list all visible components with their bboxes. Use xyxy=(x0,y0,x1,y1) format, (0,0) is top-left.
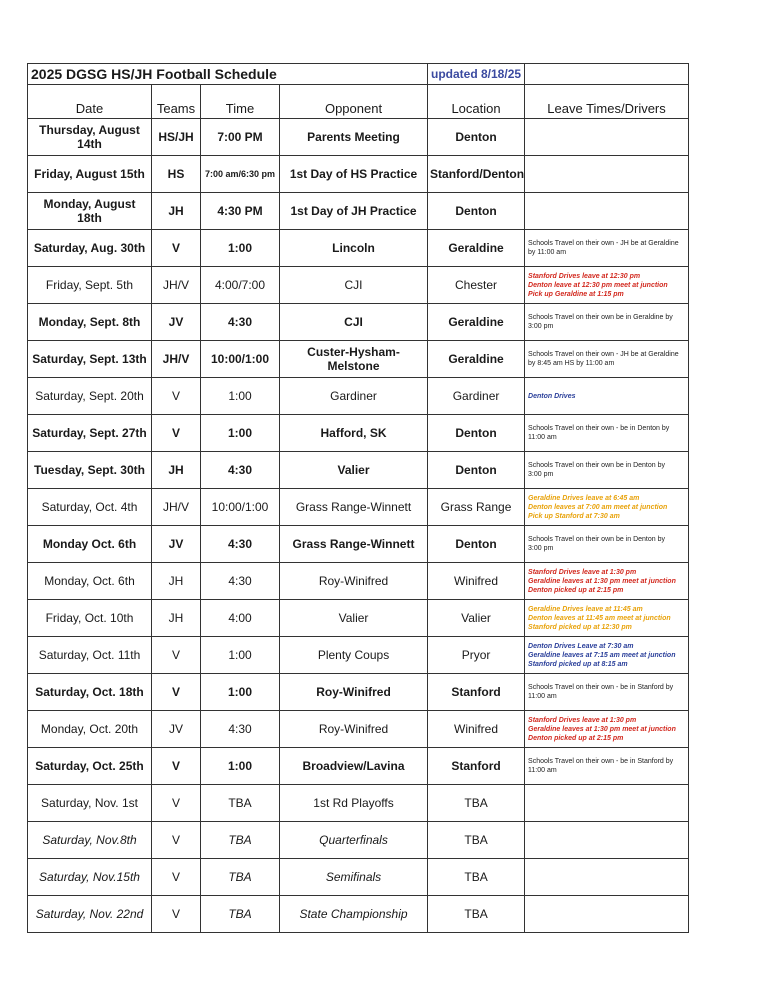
schedule-opponent-cell: Valier xyxy=(280,600,428,637)
schedule-location-cell: Denton xyxy=(428,526,525,563)
schedule-time-cell: 4:30 PM xyxy=(201,193,280,230)
schedule-location-cell: Denton xyxy=(428,119,525,156)
schedule-time-cell: 1:00 xyxy=(201,415,280,452)
schedule-time-cell: 7:00 PM xyxy=(201,119,280,156)
schedule-opponent-cell: Quarterfinals xyxy=(280,822,428,859)
schedule-location-cell: Grass Range xyxy=(428,489,525,526)
schedule-row xyxy=(28,563,689,600)
leave-time-note: Geraldine leaves at 1:30 pm meet at junction xyxy=(528,725,676,733)
leave-time-note: Denton leave at 12:30 pm meet at junction xyxy=(528,281,668,289)
schedule-opponent-cell: Roy-Winifred xyxy=(280,674,428,711)
schedule-opponent-cell: Custer-Hysham-Melstone xyxy=(280,341,428,378)
schedule-teams-cell: JH/V xyxy=(152,267,201,304)
schedule-opponent-cell: 1st Day of JH Practice xyxy=(280,193,428,230)
schedule-time-cell: TBA xyxy=(201,785,280,822)
leave-time-note: Pick up Stanford at 7:30 am xyxy=(528,512,620,520)
schedule-teams-cell: V xyxy=(152,748,201,785)
schedule-location-cell: Valier xyxy=(428,600,525,637)
column-header-leave-times: Leave Times/Drivers xyxy=(525,85,689,119)
schedule-time-cell: 4:00 xyxy=(201,600,280,637)
schedule-opponent-cell: State Championship xyxy=(280,896,428,933)
schedule-date-cell: Saturday, Sept. 27th xyxy=(28,415,152,452)
schedule-location-cell: Stanford/Denton xyxy=(428,156,525,193)
schedule-location-cell: Stanford xyxy=(428,748,525,785)
schedule-leave-times-cell xyxy=(525,230,689,267)
schedule-opponent-cell: Lincoln xyxy=(280,230,428,267)
schedule-date-cell: Monday, Oct. 6th xyxy=(28,563,152,600)
schedule-time-cell: 10:00/1:00 xyxy=(201,341,280,378)
schedule-leave-times-cell xyxy=(525,859,689,896)
schedule-teams-cell: V xyxy=(152,230,201,267)
schedule-time-cell: 1:00 xyxy=(201,637,280,674)
schedule-date-cell: Monday Oct. 6th xyxy=(28,526,152,563)
schedule-location-cell: TBA xyxy=(428,896,525,933)
leave-time-note: Geraldine Drives leave at 11:45 am xyxy=(528,605,643,613)
schedule-row xyxy=(28,230,689,267)
leave-time-note: Stanford Drives leave at 1:30 pm xyxy=(528,568,637,576)
schedule-leave-times-cell xyxy=(525,711,689,748)
schedule-date-cell: Saturday, Oct. 18th xyxy=(28,674,152,711)
schedule-leave-times-cell xyxy=(525,119,689,156)
schedule-row xyxy=(28,526,689,563)
leave-time-note: 11:00 am xyxy=(528,767,557,774)
schedule-leave-times-cell xyxy=(525,267,689,304)
schedule-row xyxy=(28,452,689,489)
schedule-leave-times-cell xyxy=(525,785,689,822)
leave-time-note: Schools Travel on their own be in Geraldine by xyxy=(528,314,673,321)
schedule-teams-cell: V xyxy=(152,674,201,711)
leave-time-note: by 8:45 am HS by 11:00 am xyxy=(528,360,615,367)
schedule-teams-cell: JV xyxy=(152,526,201,563)
schedule-date-cell: Friday, Sept. 5th xyxy=(28,267,152,304)
schedule-location-cell: Denton xyxy=(428,452,525,489)
schedule-opponent-cell: Roy-Winifred xyxy=(280,711,428,748)
schedule-leave-times-cell xyxy=(525,563,689,600)
title-row-empty-cell xyxy=(525,64,689,85)
schedule-leave-times-cell xyxy=(525,341,689,378)
leave-time-note: Stanford Drives leave at 1:30 pm xyxy=(528,716,637,724)
column-header-location: Location xyxy=(428,85,525,119)
leave-time-note: Denton picked up at 2:15 pm xyxy=(528,734,624,742)
schedule-opponent-cell: Grass Range-Winnett xyxy=(280,489,428,526)
schedule-opponent-cell: Hafford, SK xyxy=(280,415,428,452)
leave-time-note: Denton leaves at 11:45 am meet at junction xyxy=(528,614,671,622)
schedule-location-cell: Geraldine xyxy=(428,304,525,341)
schedule-date-cell: Tuesday, Sept. 30th xyxy=(28,452,152,489)
schedule-leave-times-cell xyxy=(525,637,689,674)
schedule-leave-times-cell xyxy=(525,489,689,526)
schedule-time-cell: 4:30 xyxy=(201,563,280,600)
column-header-teams: Teams xyxy=(152,85,201,119)
schedule-time-cell: TBA xyxy=(201,822,280,859)
leave-time-note: Geraldine leaves at 1:30 pm meet at junction xyxy=(528,577,676,585)
schedule-location-cell: Chester xyxy=(428,267,525,304)
schedule-teams-cell: HS/JH xyxy=(152,119,201,156)
schedule-leave-times-cell xyxy=(525,674,689,711)
schedule-leave-times-cell xyxy=(525,748,689,785)
schedule-location-cell: Gardiner xyxy=(428,378,525,415)
schedule-teams-cell: JV xyxy=(152,304,201,341)
schedule-teams-cell: V xyxy=(152,896,201,933)
leave-time-note: Stanford picked up at 12:30 pm xyxy=(528,623,632,631)
schedule-opponent-cell: 1st Rd Playoffs xyxy=(280,785,428,822)
title-row xyxy=(28,64,689,85)
leave-time-note: Schools Travel on their own be in Denton by xyxy=(528,536,665,543)
column-header-opponent: Opponent xyxy=(280,85,428,119)
schedule-teams-cell: V xyxy=(152,859,201,896)
schedule-teams-cell: JH/V xyxy=(152,341,201,378)
schedule-opponent-cell: CJI xyxy=(280,304,428,341)
schedule-location-cell: Winifred xyxy=(428,711,525,748)
schedule-date-cell: Saturday, Oct. 4th xyxy=(28,489,152,526)
schedule-time-cell: 4:30 xyxy=(201,526,280,563)
leave-time-note: Geraldine Drives leave at 6:45 am xyxy=(528,494,640,502)
leave-time-note: 3:00 pm xyxy=(528,471,554,478)
schedule-leave-times-cell xyxy=(525,526,689,563)
leave-time-note: Denton picked up at 2:15 pm xyxy=(528,586,624,594)
schedule-leave-times-cell xyxy=(525,304,689,341)
schedule-location-cell: Winifred xyxy=(428,563,525,600)
schedule-teams-cell: JH xyxy=(152,452,201,489)
schedule-time-cell: 4:00/7:00 xyxy=(201,267,280,304)
leave-time-note: Schools Travel on their own - be in Stanford by xyxy=(528,684,674,691)
football-schedule-table xyxy=(27,63,689,933)
schedule-date-cell: Thursday, August 14th xyxy=(28,119,152,156)
schedule-teams-cell: V xyxy=(152,415,201,452)
schedule-date-cell: Friday, August 15th xyxy=(28,156,152,193)
schedule-location-cell: TBA xyxy=(428,785,525,822)
leave-time-note: Schools Travel on their own - be in Denton by xyxy=(528,425,670,432)
schedule-time-cell: TBA xyxy=(201,896,280,933)
schedule-row xyxy=(28,415,689,452)
schedule-time-cell: 4:30 xyxy=(201,711,280,748)
schedule-row xyxy=(28,600,689,637)
schedule-opponent-cell: Broadview/Lavina xyxy=(280,748,428,785)
schedule-location-cell: Denton xyxy=(428,415,525,452)
schedule-row xyxy=(28,378,689,415)
schedule-teams-cell: JH xyxy=(152,563,201,600)
leave-time-note: Stanford picked up at 8:15 am xyxy=(528,660,628,668)
schedule-date-cell: Saturday, Aug. 30th xyxy=(28,230,152,267)
schedule-location-cell: Geraldine xyxy=(428,230,525,267)
schedule-opponent-cell: Valier xyxy=(280,452,428,489)
leave-time-note: 11:00 am xyxy=(528,693,557,700)
schedule-opponent-cell: Semifinals xyxy=(280,859,428,896)
schedule-teams-cell: JH/V xyxy=(152,489,201,526)
leave-time-note: 3:00 pm xyxy=(528,323,554,330)
schedule-time-cell: 4:30 xyxy=(201,452,280,489)
schedule-date-cell: Friday, Oct. 10th xyxy=(28,600,152,637)
schedule-leave-times-cell xyxy=(525,822,689,859)
schedule-location-cell: Geraldine xyxy=(428,341,525,378)
schedule-row xyxy=(28,748,689,785)
schedule-time-cell: 1:00 xyxy=(201,748,280,785)
schedule-time-cell: 1:00 xyxy=(201,674,280,711)
column-header-row xyxy=(28,85,689,119)
schedule-leave-times-cell xyxy=(525,193,689,230)
schedule-time-cell: 7:00 am/6:30 pm xyxy=(201,156,280,193)
schedule-time-cell: 1:00 xyxy=(201,378,280,415)
leave-time-note: Denton leaves at 7:00 am meet at junction xyxy=(528,503,668,511)
schedule-time-cell: 4:30 xyxy=(201,304,280,341)
leave-time-note: Stanford Drives leave at 12:30 pm xyxy=(528,272,641,280)
schedule-teams-cell: JH xyxy=(152,193,201,230)
schedule-teams-cell: JV xyxy=(152,711,201,748)
schedule-opponent-cell: Plenty Coups xyxy=(280,637,428,674)
updated-date: updated 8/18/25 xyxy=(428,64,525,85)
schedule-date-cell: Monday, Oct. 20th xyxy=(28,711,152,748)
schedule-date-cell: Monday, Sept. 8th xyxy=(28,304,152,341)
schedule-date-cell: Saturday, Oct. 25th xyxy=(28,748,152,785)
schedule-opponent-cell: Parents Meeting xyxy=(280,119,428,156)
column-header-time: Time xyxy=(201,85,280,119)
schedule-teams-cell: V xyxy=(152,822,201,859)
schedule-row xyxy=(28,304,689,341)
schedule-leave-times-cell xyxy=(525,452,689,489)
leave-time-note: Geraldine leaves at 7:15 am meet at junction xyxy=(528,651,676,659)
schedule-date-cell: Monday, August 18th xyxy=(28,193,152,230)
schedule-date-cell: Saturday, Oct. 11th xyxy=(28,637,152,674)
schedule-date-cell: Saturday, Nov.15th xyxy=(28,859,152,896)
schedule-row xyxy=(28,785,689,822)
schedule-opponent-cell: CJI xyxy=(280,267,428,304)
schedule-title: 2025 DGSG HS/JH Football Schedule xyxy=(28,64,428,85)
schedule-location-cell: TBA xyxy=(428,859,525,896)
leave-time-note: 11:00 am xyxy=(528,434,557,441)
leave-time-note: Schools Travel on their own - JH be at Geraldine xyxy=(528,351,679,358)
schedule-teams-cell: V xyxy=(152,378,201,415)
schedule-row xyxy=(28,674,689,711)
schedule-opponent-cell: Gardiner xyxy=(280,378,428,415)
schedule-opponent-cell: 1st Day of HS Practice xyxy=(280,156,428,193)
schedule-date-cell: Saturday, Nov.8th xyxy=(28,822,152,859)
schedule-row xyxy=(28,489,689,526)
leave-time-note: Denton Drives Leave at 7:30 am xyxy=(528,642,634,650)
schedule-row xyxy=(28,341,689,378)
schedule-leave-times-cell xyxy=(525,600,689,637)
schedule-date-cell: Saturday, Sept. 20th xyxy=(28,378,152,415)
leave-time-note: 3:00 pm xyxy=(528,545,554,552)
leave-time-note: Denton Drives xyxy=(528,392,576,400)
leave-time-note: Pick up Geraldine at 1:15 pm xyxy=(528,290,624,298)
column-header-date: Date xyxy=(28,85,152,119)
schedule-row xyxy=(28,156,689,193)
schedule-row xyxy=(28,637,689,674)
schedule-date-cell: Saturday, Sept. 13th xyxy=(28,341,152,378)
schedule-location-cell: Pryor xyxy=(428,637,525,674)
schedule-time-cell: 10:00/1:00 xyxy=(201,489,280,526)
leave-time-note: by 11:00 am xyxy=(528,249,567,256)
schedule-location-cell: TBA xyxy=(428,822,525,859)
schedule-row xyxy=(28,267,689,304)
schedule-location-cell: Denton xyxy=(428,193,525,230)
schedule-leave-times-cell xyxy=(525,378,689,415)
schedule-teams-cell: V xyxy=(152,637,201,674)
schedule-date-cell: Saturday, Nov. 22nd xyxy=(28,896,152,933)
schedule-row xyxy=(28,119,689,156)
leave-time-note: Schools Travel on their own - JH be at Geraldine xyxy=(528,240,679,247)
schedule-leave-times-cell xyxy=(525,156,689,193)
schedule-opponent-cell: Roy-Winifred xyxy=(280,563,428,600)
schedule-time-cell: 1:00 xyxy=(201,230,280,267)
schedule-leave-times-cell xyxy=(525,896,689,933)
schedule-date-cell: Saturday, Nov. 1st xyxy=(28,785,152,822)
schedule-row xyxy=(28,711,689,748)
schedule-row xyxy=(28,822,689,859)
schedule-opponent-cell: Grass Range-Winnett xyxy=(280,526,428,563)
schedule-teams-cell: HS xyxy=(152,156,201,193)
schedule-teams-cell: V xyxy=(152,785,201,822)
schedule-row xyxy=(28,193,689,230)
leave-time-note: Schools Travel on their own - be in Stanford by xyxy=(528,758,674,765)
schedule-leave-times-cell xyxy=(525,415,689,452)
schedule-location-cell: Stanford xyxy=(428,674,525,711)
schedule-row xyxy=(28,859,689,896)
leave-time-note: Schools Travel on their own be in Denton by xyxy=(528,462,665,469)
schedule-teams-cell: JH xyxy=(152,600,201,637)
schedule-time-cell: TBA xyxy=(201,859,280,896)
schedule-row xyxy=(28,896,689,933)
